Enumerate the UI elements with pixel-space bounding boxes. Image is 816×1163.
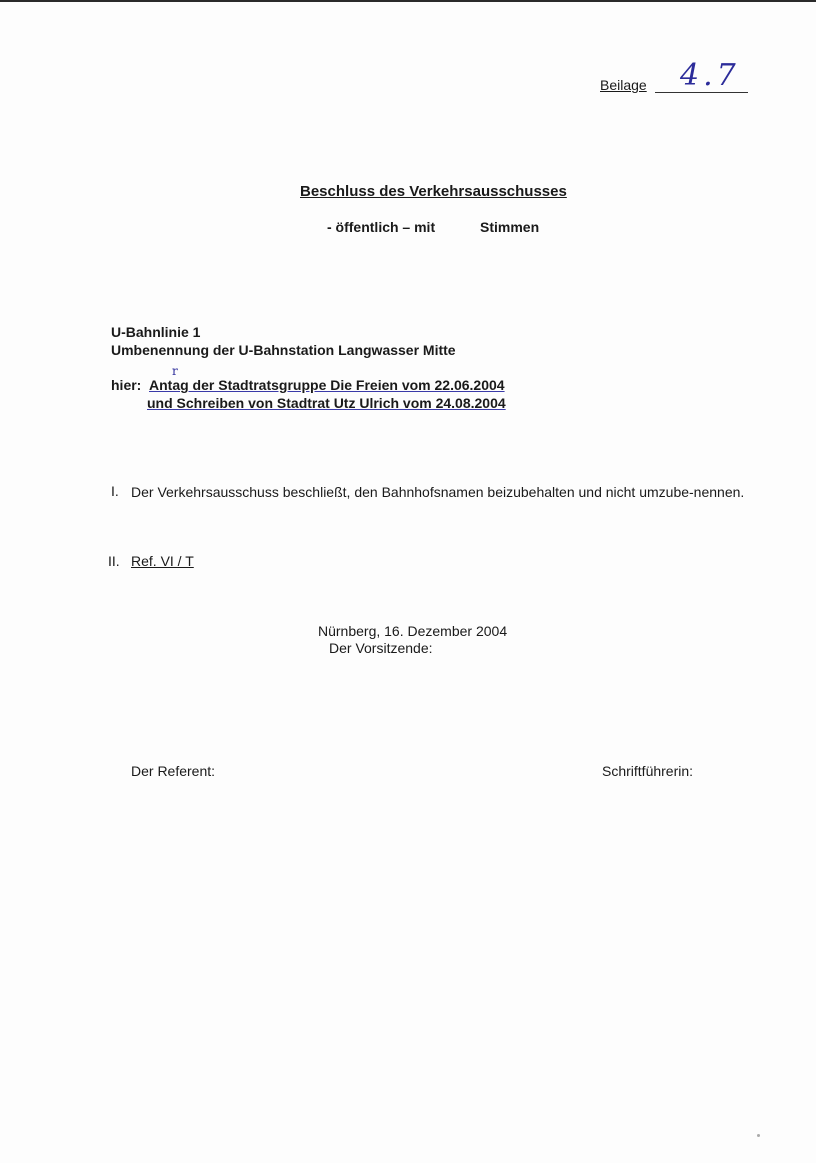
subject-line-2: Umbenennung der U-Bahnstation Langwasser Mitte [111,342,456,358]
item-number-1: I. [111,483,119,499]
beilage-label: Beilage [600,77,647,93]
recorder-label: Schriftführerin: [602,763,694,779]
scan-top-edge [0,0,816,2]
item-number-2: II. [108,553,120,569]
item-text-2: Ref. VI / T [131,553,194,569]
hier-line-1: Antag der Stadtratsgruppe Die Freien vom 22.06.2004 [149,377,505,393]
document-subtitle: - öffentlich – mit [327,219,436,235]
chair-label: Der Vorsitzende: [329,640,433,656]
handwritten-correction: r [172,364,178,378]
place-date: Nürnberg, 16. Dezember 2004 [318,623,508,639]
referent-label: Der Referent: [131,763,216,779]
votes-label: Stimmen [480,219,540,235]
hier-label: hier: [111,377,142,393]
subject-line-1: U-Bahnlinie 1 [111,324,201,340]
beilage-number-handwritten: 4.7 [680,58,740,93]
document-title: Beschluss des Verkehrsausschusses [300,183,567,200]
item-text-1: Der Verkehrsausschuss beschließt, den Bahnhofsnamen beizubehalten und nicht umzube-nennen. [131,484,745,500]
hier-line-2: und Schreiben von Stadtrat Utz Ulrich vom 24.08.2004 [147,395,506,411]
scan-speck [757,1134,760,1137]
